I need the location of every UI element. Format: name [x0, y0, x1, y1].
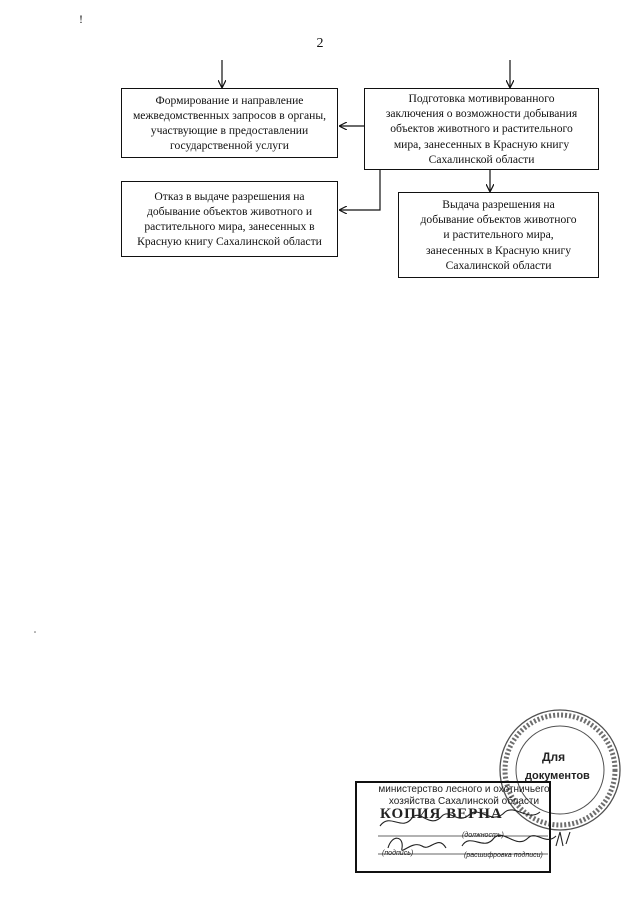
box-permit-issue: Выдача разрешения на добывание объектов животного и растительного мира, занесенных в Красную книгу Сахалинской области	[398, 192, 599, 278]
stamp-ministry-name: министерство лесного и охотничьего хозяйства Сахалинской области	[378, 784, 550, 807]
arrow-conclusion-to-refusal	[340, 170, 380, 210]
box-motivated-conclusion: Подготовка мотивированного заключения о возможности добывания объектов животного и растительного мира, занесенных в Красную книгу Сахалинской области	[364, 88, 599, 170]
seal-text-for: Для	[542, 750, 566, 764]
box-permit-refusal: Отказ в выдаче разрешения на добывание объектов животного и растительного мира, занесенных в Красную книгу Сахалинской области	[121, 181, 338, 257]
page-number: 2	[316, 36, 324, 51]
box-interagency-requests: Формирование и направление межведомственных запросов в органы, участвующие в предоставлении государственной услуги	[121, 88, 338, 158]
stamp-caption-signature: (подпись)	[382, 850, 414, 857]
stamp-caption-decode: (расшифровка подписи)	[464, 852, 543, 859]
stamp-copy-verified: КОПИЯ ВЕРНА	[380, 806, 503, 822]
seal-text-documents: документов	[525, 770, 590, 782]
margin-mark: !	[79, 12, 83, 26]
stamp-caption-position: (должность)	[462, 832, 504, 839]
